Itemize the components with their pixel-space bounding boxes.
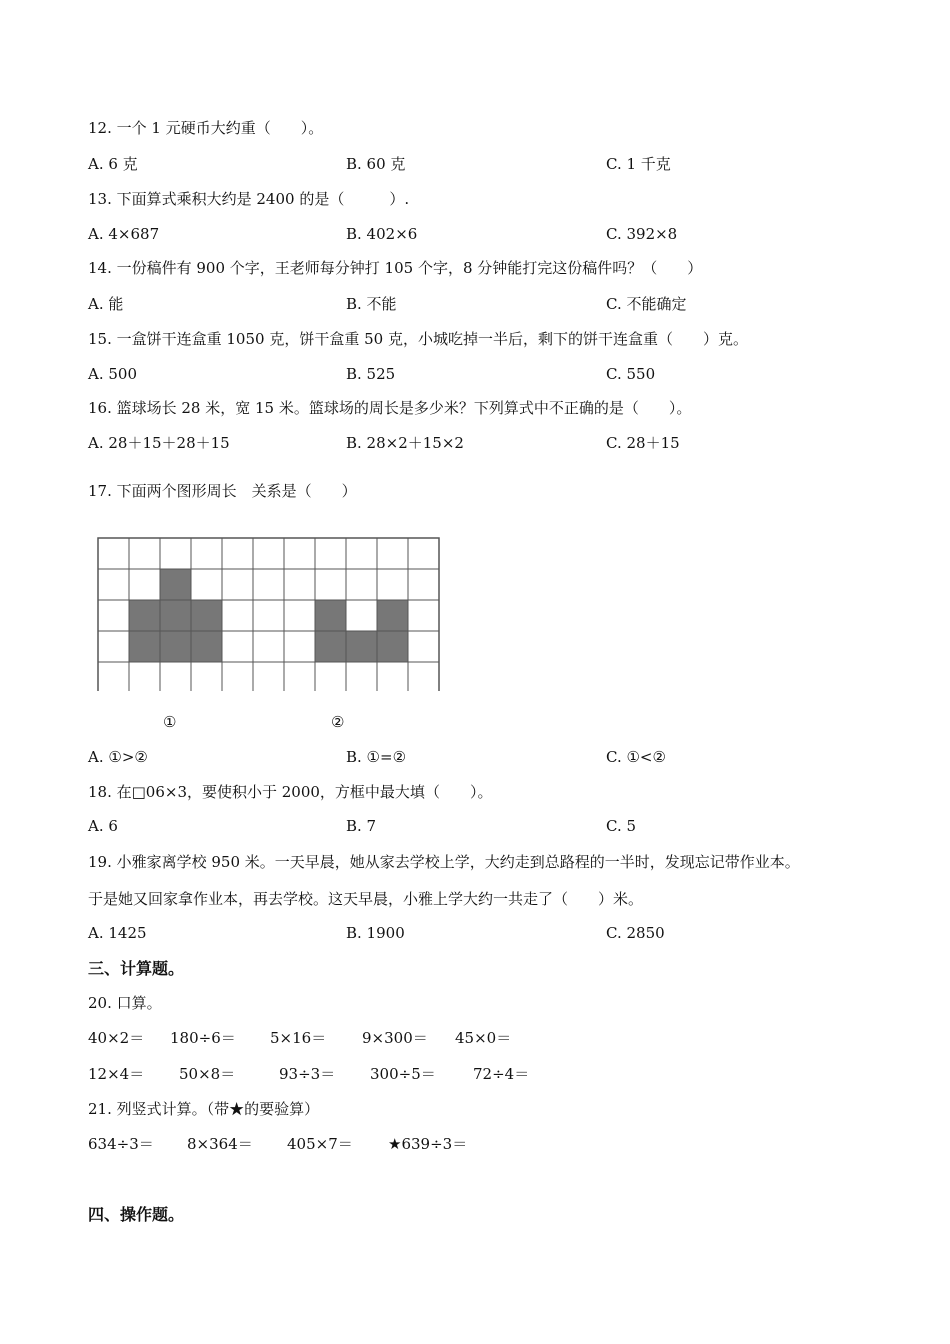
q19-option-b: B. 1900 [346,924,405,942]
calc-item: 93÷3＝ [279,1065,336,1083]
question-13-stem: 13. 下面算式乘积大约是 2400 的是（ ）. [88,190,410,208]
question-15-stem: 15. 一盒饼干连盒重 1050 克，饼干盒重 50 克，小城吃掉一半后，剩下的饼干连盒重（ ）克。 [88,330,748,348]
question-14-stem: 14. 一份稿件有 900 个字，王老师每分钟打 105 个字，8 分钟能打完这份稿件吗？（ ） [88,259,703,277]
question-19-stem-line-1: 19. 小雅家离学校 950 米。一天早晨，她从家去学校上学，大约走到总路程的一半时，发现忘记带作业本。 [88,853,800,871]
grid-cell [408,631,439,662]
grid-cell [129,569,160,600]
q12-option-b: B. 60 克 [346,155,406,173]
shaded-grid-cell [129,600,160,631]
q14-option-c: C. 不能确定 [606,295,687,313]
grid-cell [315,538,346,569]
perimeter-grid-figure [97,537,447,691]
grid-cell [377,569,408,600]
grid-cell [253,538,284,569]
grid-cell [191,538,222,569]
figure-label-1: ① [163,713,177,731]
q12-option-a: A. 6 克 [88,155,138,173]
grid-cell [377,538,408,569]
grid-cell [98,600,129,631]
q19-option-a: A. 1425 [88,924,147,942]
grid-cell [346,538,377,569]
grid-cell [284,538,315,569]
shaded-grid-cell [191,600,222,631]
shaded-grid-cell [129,631,160,662]
question-16-stem: 16. 篮球场长 28 米，宽 15 米。篮球场的周长是多少米？下列算式中不正确的是（ ）。 [88,399,692,417]
shaded-grid-cell [377,600,408,631]
grid-cell [284,600,315,631]
grid-cell [253,569,284,600]
q15-option-c: C. 550 [606,365,656,383]
grid-cell [408,538,439,569]
grid-cell [98,569,129,600]
shaded-grid-cell [160,600,191,631]
question-12-stem: 12. 一个 1 元硬币大约重（ ）。 [88,119,324,137]
grid-cell [98,662,129,691]
grid-cell [98,631,129,662]
grid-cell [222,662,253,691]
calc-item: 300÷5＝ [370,1065,436,1083]
grid-cell [284,631,315,662]
q18-option-b: B. 7 [346,817,377,835]
grid-cell [346,569,377,600]
calc-item: 180÷6＝ [170,1029,236,1047]
grid-cell [315,662,346,691]
calc-item: 45×0＝ [455,1029,512,1047]
grid-cell [222,538,253,569]
calc-item: 72÷4＝ [473,1065,530,1083]
q13-option-a: A. 4×687 [88,225,160,243]
grid-cell [408,600,439,631]
q12-option-c: C. 1 千克 [606,155,671,173]
grid-cell [253,600,284,631]
q18-option-c: C. 5 [606,817,637,835]
section-4-heading: 四、操作题。 [88,1205,185,1224]
q16-option-a: A. 28＋15＋28＋15 [88,434,230,452]
grid-cell [222,631,253,662]
question-21-stem: 21. 列竖式计算。（带★的要验算） [88,1100,320,1118]
q14-option-a: A. 能 [88,295,124,313]
section-3-heading: 三、计算题。 [88,959,185,978]
grid-cell [346,600,377,631]
shaded-grid-cell [160,631,191,662]
shaded-grid-cell [346,631,377,662]
grid-cell [160,662,191,691]
grid-cell [377,662,408,691]
q13-option-b: B. 402×6 [346,225,418,243]
grid-cell [222,600,253,631]
q16-option-c: C. 28＋15 [606,434,680,452]
calc-item: 12×4＝ [88,1065,145,1083]
q15-option-b: B. 525 [346,365,396,383]
q14-option-b: B. 不能 [346,295,397,313]
grid-cell [160,538,191,569]
grid-cell [315,569,346,600]
shaded-grid-cell [377,631,408,662]
shaded-grid-cell [191,631,222,662]
grid-cell [408,662,439,691]
grid-cell [253,662,284,691]
q15-option-a: A. 500 [88,365,137,383]
grid-cell [129,538,160,569]
shaded-grid-cell [160,569,191,600]
grid-cell [98,538,129,569]
grid-cell [222,569,253,600]
shaded-grid-cell [315,631,346,662]
grid-cell [253,631,284,662]
q17-option-b: B. ①=② [346,748,407,766]
question-17-stem: 17. 下面两个图形周长 关系是（ ） [88,482,357,500]
grid-cell [284,662,315,691]
figure-label-2: ② [331,713,345,731]
q13-option-c: C. 392×8 [606,225,678,243]
q19-option-c: C. 2850 [606,924,665,942]
calc-item: ★639÷3＝ [388,1135,468,1153]
q16-option-b: B. 28×2＋15×2 [346,434,464,452]
shaded-grid-cell [315,600,346,631]
calc-item: 40×2＝ [88,1029,145,1047]
grid-cell [284,569,315,600]
grid-cell [191,662,222,691]
question-19-stem-line-2: 于是她又回家拿作业本，再去学校。这天早晨，小雅上学大约一共走了（ ）米。 [88,890,644,908]
calc-item: 50×8＝ [179,1065,236,1083]
grid-cell [346,662,377,691]
calc-item: 8×364＝ [187,1135,253,1153]
grid-cell [408,569,439,600]
question-20-stem: 20. 口算。 [88,994,162,1012]
calc-item: 405×7＝ [287,1135,353,1153]
grid-cell [129,662,160,691]
q18-option-a: A. 6 [88,817,118,835]
q17-option-c: C. ①<② [606,748,666,766]
grid-cell [191,569,222,600]
calc-item: 9×300＝ [362,1029,428,1047]
calc-item: 634÷3＝ [88,1135,154,1153]
q17-option-a: A. ①>② [88,748,148,766]
question-18-stem: 18. 在□06×3，要使积小于 2000，方框中最大填（ ）。 [88,783,493,801]
calc-item: 5×16＝ [270,1029,327,1047]
